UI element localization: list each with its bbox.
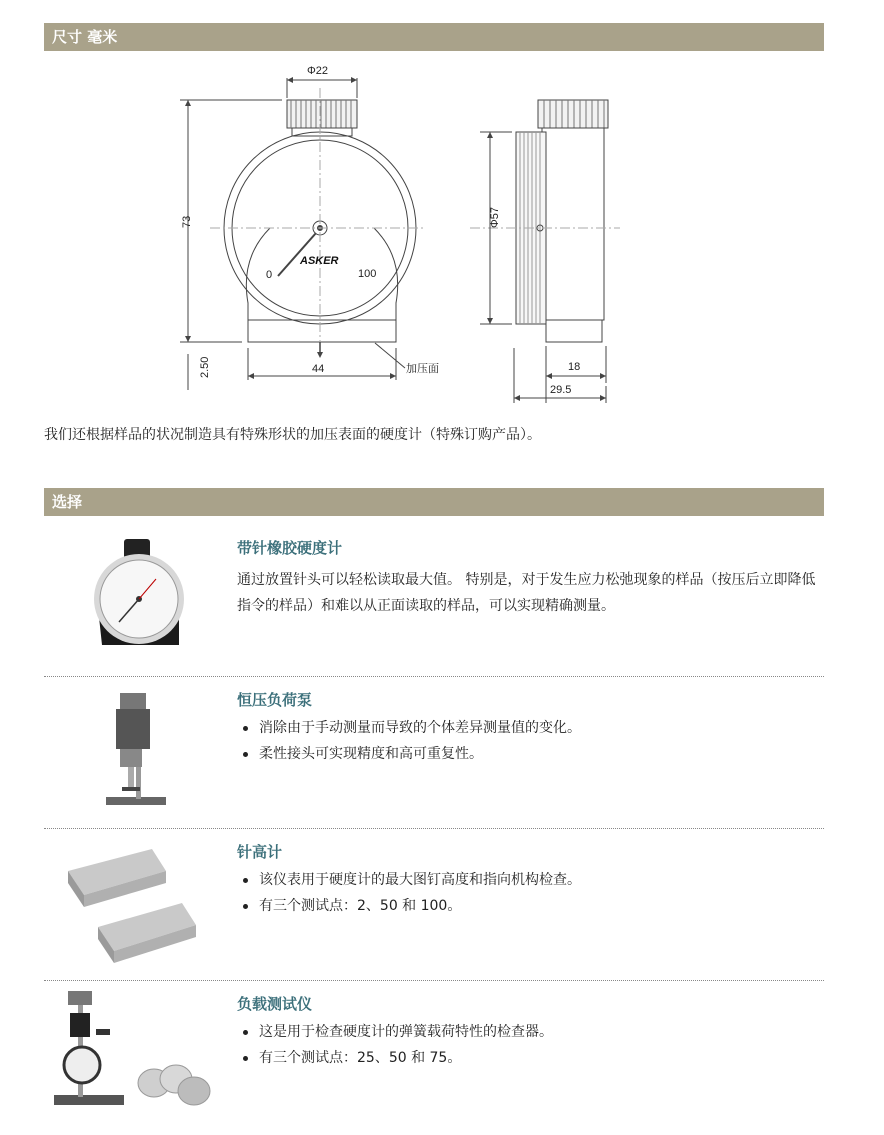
dim-18: 18 [568, 361, 581, 373]
product-load-tester [44, 983, 824, 1135]
product-title: 恒压负荷泵 [237, 691, 313, 709]
product-title: 带针橡胶硬度计 [237, 539, 343, 557]
scale-hundred: 100 [358, 268, 377, 280]
pin-height-gauge-image [44, 831, 234, 971]
scale-zero: 0 [266, 269, 273, 281]
dimensions-header-label: 尺寸 毫米 [52, 28, 118, 46]
product-title: 负载测试仪 [237, 995, 313, 1013]
feature-item: 柔性接头可实现精度和高可重复性。 [237, 741, 581, 767]
durometer-with-pin-image [44, 527, 234, 667]
product-constant-load-stand [44, 679, 824, 831]
feature-item: 有三个测试点：25、50 和 75。 [237, 1045, 553, 1071]
feature-list [237, 867, 581, 919]
divider [44, 828, 824, 829]
brand-logo: ASKER [300, 255, 339, 267]
dimension-drawing [170, 58, 630, 408]
load-tester-image [44, 983, 234, 1123]
feature-item: 这是用于检查硬度计的弹簧载荷特性的检查器。 [237, 1019, 553, 1045]
dim-2-50: 2.50 [199, 356, 211, 378]
feature-list [237, 1019, 553, 1071]
dimensions-section-header [44, 23, 824, 51]
feature-item: 消除由于手动测量而导致的个体差异测量值的变化。 [237, 715, 581, 741]
divider [44, 676, 824, 677]
options-section-header [44, 488, 824, 516]
feature-list [237, 715, 581, 767]
product-description: 通过放置针头可以轻松读取最大值。 特别是，对于发生应力松弛现象的样品（按压后立即降低指令的样品）和难以从正面读取的样品，可以实现精确测量。 [237, 572, 816, 614]
options-header-label: 选择 [52, 493, 83, 511]
special-order-note: 我们还根据样品的状况制造具有特殊形状的加压表面的硬度计（特殊订购产品）。 [44, 427, 541, 443]
product-pin-height-gauge [44, 831, 824, 983]
dim-73: 73 [181, 215, 193, 228]
product-durometer-with-pin [44, 527, 824, 679]
divider [44, 980, 824, 981]
dim-29-5: 29.5 [550, 384, 572, 396]
feature-item: 有三个测试点：2、50 和 100。 [237, 893, 581, 919]
feature-item: 该仪表用于硬度计的最大图钉高度和指向机构检查。 [237, 867, 581, 893]
dim-44: 44 [312, 363, 325, 375]
dim-phi22: Φ22 [307, 65, 329, 77]
product-title: 针高计 [237, 843, 283, 861]
dim-phi57: Φ57 [489, 206, 501, 228]
press-face-label: 加压面 [406, 363, 439, 375]
constant-load-stand-image [44, 679, 234, 819]
